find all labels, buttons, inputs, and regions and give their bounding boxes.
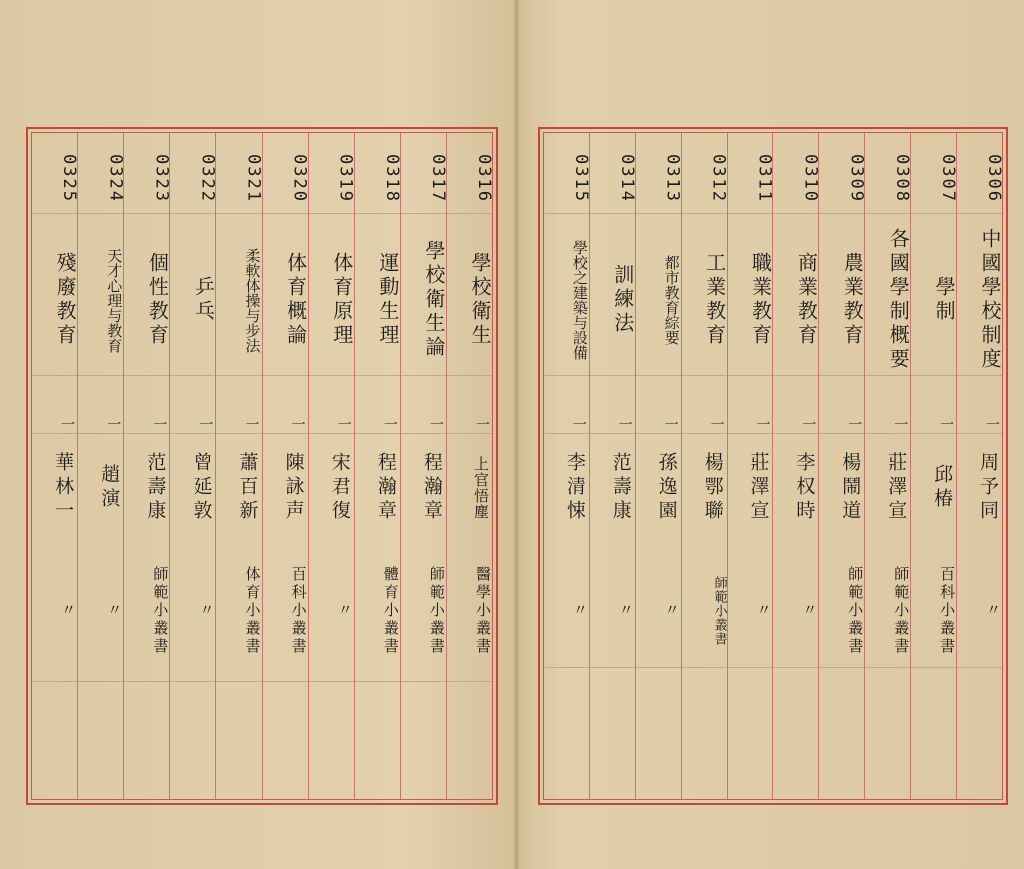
entry-author: 程瀚章 xyxy=(420,452,443,524)
entry-number: 0307 xyxy=(938,153,959,203)
catalog-entry xyxy=(772,133,821,799)
entry-series: 〃 xyxy=(570,602,589,620)
entry-dash: 一 xyxy=(335,417,352,431)
entry-number: 0315 xyxy=(570,153,591,203)
entry-author: 莊澤宣 xyxy=(747,452,770,524)
entry-series: 師範小叢書 xyxy=(151,566,170,656)
entry-dash: 一 xyxy=(474,417,490,431)
entry-author: 莊澤宣 xyxy=(885,452,908,524)
catalog-entry xyxy=(308,133,354,799)
entry-dash: 一 xyxy=(892,417,909,431)
entry-author: 曾延敦 xyxy=(190,452,213,524)
entry-number: 0309 xyxy=(846,153,867,203)
entry-dash: 一 xyxy=(151,417,168,431)
entry-dash: 一 xyxy=(243,417,260,431)
entry-title: 工業教育 xyxy=(702,252,727,348)
entry-author: 邱椿 xyxy=(931,464,954,512)
entry-dash: 一 xyxy=(427,417,444,431)
entry-series: 醫學小叢書 xyxy=(474,566,492,656)
catalog-entry xyxy=(446,133,492,799)
entry-number: 0325 xyxy=(59,153,80,203)
entry-title: 各國學制概要 xyxy=(886,228,911,372)
entry-dash: 一 xyxy=(197,417,214,431)
entry-author: 趙演 xyxy=(98,464,121,512)
rule-line xyxy=(544,433,1002,434)
entry-author: 程瀚章 xyxy=(374,452,397,524)
entry-author: 楊鬧道 xyxy=(839,452,862,524)
rule-line xyxy=(32,433,492,434)
catalog-entry xyxy=(589,133,635,799)
catalog-entry xyxy=(910,133,959,799)
entry-number: 0321 xyxy=(243,153,264,203)
entry-series: 〃 xyxy=(662,602,681,620)
catalog-entry xyxy=(818,133,867,799)
entry-dash: 一 xyxy=(59,417,76,431)
entry-dash: 一 xyxy=(105,417,122,431)
entry-series: 師範小叢書 xyxy=(711,576,727,646)
entry-number: 0313 xyxy=(662,153,683,203)
entry-dash: 一 xyxy=(708,417,725,431)
entry-number: 0316 xyxy=(474,153,494,203)
catalog-entry xyxy=(262,133,308,799)
entry-series: 〃 xyxy=(616,602,635,620)
catalog-entry xyxy=(354,133,400,799)
entry-author: 李权時 xyxy=(793,452,816,524)
catalog-entry xyxy=(544,133,589,799)
entry-title: 學校衛生論 xyxy=(421,240,446,360)
entry-title: 乒乓 xyxy=(191,276,216,324)
entry-number: 0310 xyxy=(800,153,821,203)
left-ruled-frame xyxy=(26,127,498,805)
entry-series: 〃 xyxy=(59,602,78,620)
entry-author: 范壽康 xyxy=(609,452,632,524)
entry-title: 學制 xyxy=(932,276,957,324)
entry-title: 都市教育綜要 xyxy=(662,255,681,345)
entry-title: 訓練法 xyxy=(610,264,635,336)
entry-number: 0306 xyxy=(984,153,1004,203)
catalog-entry xyxy=(956,133,1002,799)
entry-author: 華林一 xyxy=(52,452,75,524)
catalog-entry xyxy=(32,133,80,799)
entry-title: 農業教育 xyxy=(840,252,865,348)
catalog-entry xyxy=(727,133,773,799)
entry-title: 運動生理 xyxy=(375,252,400,348)
entry-series: 〃 xyxy=(105,602,124,620)
right-page xyxy=(520,0,1024,869)
entry-dash: 一 xyxy=(381,417,398,431)
entry-number: 0308 xyxy=(892,153,913,203)
entry-series: 師範小叢書 xyxy=(892,566,911,656)
entry-title: 個性教育 xyxy=(145,252,170,348)
entry-dash: 一 xyxy=(662,417,679,431)
entry-number: 0323 xyxy=(151,153,172,203)
entry-series: 師範小叢書 xyxy=(846,566,865,656)
entry-author: 李清悚 xyxy=(563,452,586,524)
entry-title: 學校之建築与設備 xyxy=(570,240,589,360)
rule-line xyxy=(544,213,1002,214)
entry-number: 0314 xyxy=(616,153,637,203)
catalog-entry xyxy=(123,133,172,799)
entry-author: 陳詠声 xyxy=(282,452,305,524)
entry-author: 宋君復 xyxy=(328,452,351,524)
entry-author: 蕭百新 xyxy=(236,452,259,524)
entry-series: 〃 xyxy=(984,602,1002,620)
right-ruled-frame xyxy=(538,127,1008,805)
entry-number: 0319 xyxy=(335,153,356,203)
entry-title: 學校衛生 xyxy=(468,252,492,348)
catalog-entry xyxy=(635,133,681,799)
catalog-entry xyxy=(400,133,446,799)
entry-number: 0320 xyxy=(289,153,310,203)
entry-title: 天才心理与教育 xyxy=(105,247,124,353)
entry-dash: 一 xyxy=(570,417,587,431)
entry-number: 0317 xyxy=(427,153,448,203)
right-columns xyxy=(544,133,1002,799)
catalog-entry xyxy=(864,133,913,799)
entry-series: 師範小叢書 xyxy=(427,566,446,656)
entry-author: 周予同 xyxy=(977,452,999,524)
entry-dash: 一 xyxy=(846,417,863,431)
entry-dash: 一 xyxy=(289,417,306,431)
entry-dash: 一 xyxy=(800,417,817,431)
catalog-entry xyxy=(681,133,727,799)
entry-author: 孫逸園 xyxy=(655,452,678,524)
entry-title: 職業教育 xyxy=(748,252,773,348)
entry-series: 百科小叢書 xyxy=(289,566,308,656)
entry-series: 〃 xyxy=(754,602,773,620)
rule-line xyxy=(544,667,1002,668)
entry-author: 上官悟塵 xyxy=(472,456,490,520)
rule-line xyxy=(32,375,492,376)
catalog-entry xyxy=(77,133,126,799)
entry-number: 0318 xyxy=(381,153,402,203)
entry-title: 体育概論 xyxy=(283,252,308,348)
entry-number: 0324 xyxy=(105,153,126,203)
entry-title: 柔軟体操与步法 xyxy=(243,247,262,353)
catalog-entry xyxy=(169,133,218,799)
entry-series: 体育小叢書 xyxy=(243,566,262,656)
entry-series: 體育小叢書 xyxy=(381,566,400,656)
entry-author: 楊鄂聯 xyxy=(701,452,724,524)
entry-author: 范壽康 xyxy=(144,452,167,524)
left-columns xyxy=(32,133,492,799)
rule-line xyxy=(32,681,492,682)
entry-title: 中國學校制度 xyxy=(978,228,1002,372)
entry-series: 〃 xyxy=(800,602,819,620)
catalog-entry xyxy=(215,133,264,799)
entry-dash: 一 xyxy=(616,417,633,431)
entry-dash: 一 xyxy=(938,417,955,431)
entry-title: 殘廢教育 xyxy=(53,252,78,348)
entry-dash: 一 xyxy=(754,417,771,431)
entry-number: 0312 xyxy=(708,153,729,203)
entry-title: 商業教育 xyxy=(794,252,819,348)
entry-series: 〃 xyxy=(335,602,354,620)
rule-line xyxy=(544,375,1002,376)
entry-title: 体育原理 xyxy=(329,252,354,348)
entry-series: 百科小叢書 xyxy=(938,566,957,656)
entry-dash: 一 xyxy=(984,417,1000,431)
entry-number: 0311 xyxy=(754,153,775,203)
entry-number: 0322 xyxy=(197,153,218,203)
entry-series: 〃 xyxy=(197,602,216,620)
rule-line xyxy=(32,213,492,214)
